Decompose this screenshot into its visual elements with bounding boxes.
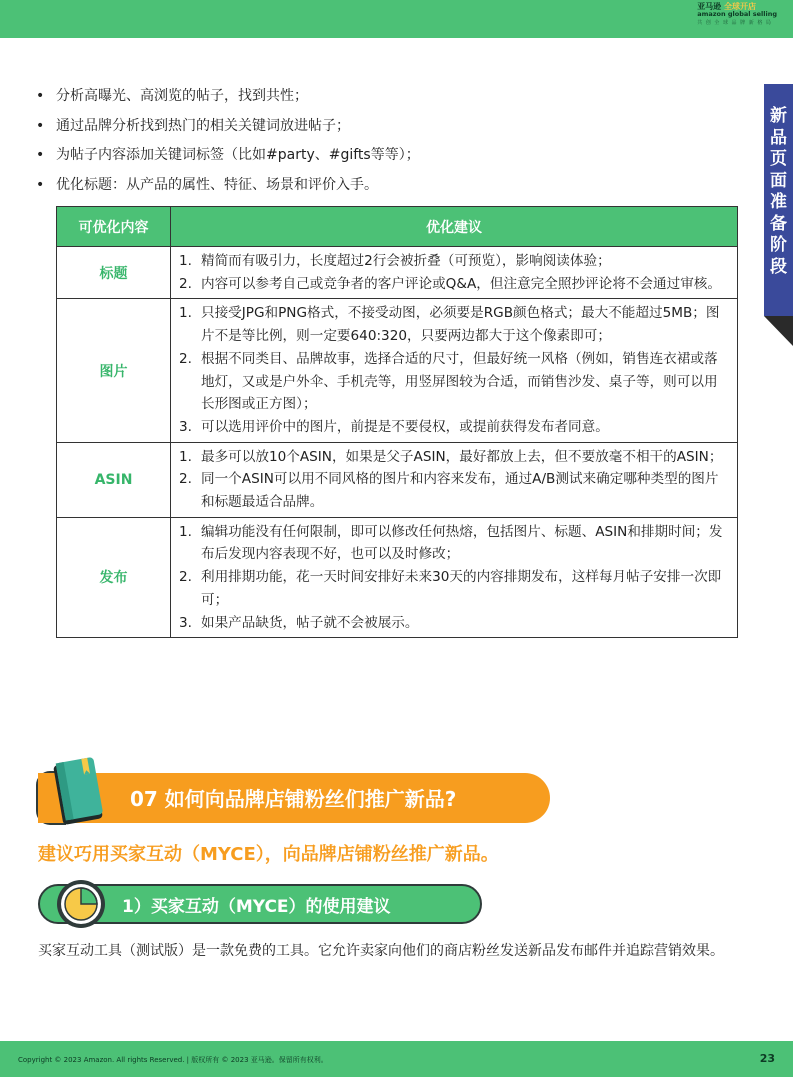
section-heading-bar: [38, 773, 550, 823]
intro-paragraph: 买家互动工具（测试版）是一款免费的工具。它允许卖家向他们的商店粉丝发送新品发布邮件并追踪营销效果。: [38, 943, 724, 959]
bullet-dot: •: [36, 117, 45, 134]
table-row: [57, 299, 738, 442]
bullet-dot: •: [36, 88, 45, 104]
advice-item: [179, 416, 729, 439]
table-advice-cell: [171, 247, 738, 299]
bullet-text: 优化标题：从产品的属性、特征、场景和评价入手。: [56, 176, 378, 193]
advice-item: [179, 302, 729, 347]
advice-number: 2.: [179, 569, 192, 586]
advice-text: 内容可以参考自己或竞争者的客户评论或Q&A，但注意完全照抄评论将不会通过审核。: [201, 275, 721, 292]
table-row: [57, 247, 738, 299]
bullet-text: 通过品牌分析找到热门的相关关键词放进帖子；: [56, 117, 350, 134]
brand-en: amazon global selling: [697, 10, 777, 18]
page-number: 23: [759, 1052, 775, 1065]
brand-cn-accent: 全球开店: [723, 2, 756, 11]
bullet-item: [36, 112, 420, 142]
sub-heading: 1）买家互动（MYCE）的使用建议: [122, 897, 391, 917]
advice-number: 1.: [179, 305, 192, 322]
advice-text: 利用排期功能，花一天时间安排好未来30天的内容排期发布，这样每月帖子安排一次即可；: [201, 569, 722, 608]
advice-item: [179, 521, 729, 566]
section-title: 07 如何向品牌店铺粉丝们推广新品?: [130, 787, 457, 811]
advice-item: [179, 348, 729, 416]
advice-text: 最多可以放10个ASIN，如果是父子ASIN，最好都放上去，但不要放毫不相干的ASIN；: [201, 448, 723, 465]
book-icon: [52, 756, 104, 828]
brand-slogan: 共 创 全 球 品 牌 新 格 局: [697, 19, 772, 26]
bullet-dot: •: [36, 176, 45, 193]
table-advice-cell: [171, 442, 738, 517]
advice-text: 根据不同类目、品牌故事，选择合适的尺寸，但最好统一风格（例如，销售连衣裙或落地灯，又或是户外伞、手机壳等，用竖屏图较为合适，而销售沙发、桌子等，则可以用长形图或正方图）；: [201, 350, 718, 413]
advice-text: 可以选用评价中的图片，前提是不要侵权，或提前获得发布者同意。: [201, 418, 609, 435]
advice-text: 同一个ASIN可以用不同风格的图片和内容来发布，通过A/B测试来确定哪种类型的图片和标题最适合品牌。: [201, 471, 719, 511]
pie-chart-icon: [55, 878, 107, 930]
top-bar: [0, 0, 793, 38]
bullet-item: [36, 141, 420, 171]
table-row: [57, 442, 738, 517]
bullet-item: [36, 82, 420, 112]
advice-number: 3.: [179, 418, 192, 435]
table-category-cell: 标题: [57, 247, 171, 299]
advice-text: 如果产品缺货，帖子就不会被展示。: [201, 614, 419, 631]
advice-number: 3.: [179, 614, 192, 631]
table-category-cell: ASIN: [57, 442, 171, 517]
bullet-dot: •: [36, 147, 45, 163]
advice-item: [179, 250, 729, 273]
table-category-cell: 图片: [57, 299, 171, 442]
bullet-text: 为帖子内容添加关键词标签（比如#party、#gifts等等）；: [56, 147, 420, 163]
table-header-advice: 优化建议: [171, 207, 738, 247]
advice-item: [179, 612, 729, 635]
table-category-cell: 发布: [57, 517, 171, 638]
advice-number: 2.: [179, 350, 192, 367]
section-subtitle: 建议巧用买家互动（MYCE），向品牌店铺粉丝推广新品。: [38, 844, 499, 865]
advice-number: 1.: [179, 448, 192, 465]
side-tab: [764, 84, 793, 316]
advice-number: 1.: [179, 253, 192, 269]
bullet-list: [36, 82, 420, 200]
advice-text: 编辑功能没有任何限制，即可以修改任何热熔，包括图片、标题、ASIN和排期时间；发布后发现内容表现不好，也可以及时修改；: [201, 523, 723, 563]
advice-text: 精简而有吸引力，长度超过2行会被折叠（可预览），影响阅读体验；: [201, 253, 611, 269]
table-header-category: 可优化内容: [57, 207, 171, 247]
optimization-table: [56, 206, 738, 638]
amazon-global-selling-logo: [697, 3, 777, 26]
bullet-item: [36, 171, 420, 201]
footer-bar: [0, 1041, 793, 1077]
brand-cn: 亚马逊: [697, 2, 722, 11]
table-row: [57, 517, 738, 638]
advice-item: [179, 446, 729, 469]
advice-number: 2.: [179, 471, 192, 488]
advice-text: 只接受JPG和PNG格式，不接受动图，必须要是RGB颜色格式；最大不能超过5MB；图片不是等比例，则一定要640:320，只要两边都大于这个像素即可；: [201, 305, 720, 345]
copyright: Copyright © 2023 Amazon. All rights Reserved. | 版权所有 © 2023 亚马逊。保留所有权利。: [18, 1056, 328, 1064]
advice-item: [179, 468, 729, 513]
advice-number: 2.: [179, 275, 192, 292]
side-tab-fold: [764, 316, 793, 346]
table-advice-cell: [171, 517, 738, 638]
table-advice-cell: [171, 299, 738, 442]
advice-item: [179, 566, 729, 611]
side-tab-label: 新 品 页 面 准 备 阶 段: [770, 106, 787, 277]
advice-number: 1.: [179, 523, 192, 540]
advice-item: [179, 273, 729, 296]
bullet-text: 分析高曝光、高浏览的帖子，找到共性；: [56, 88, 308, 104]
